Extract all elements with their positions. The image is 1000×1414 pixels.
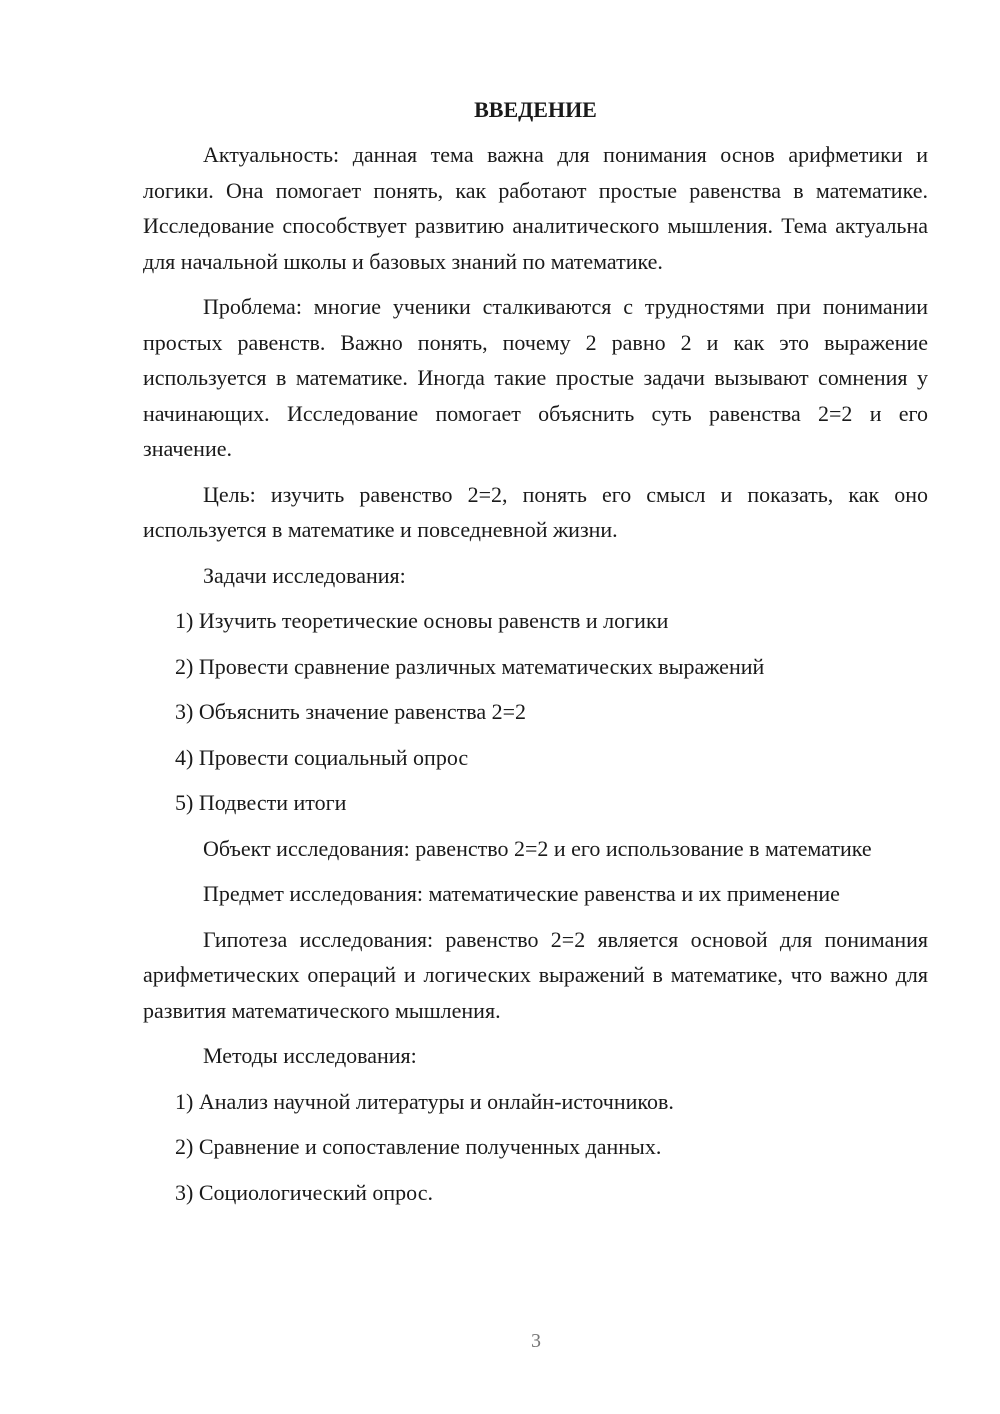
- methods-heading: Методы исследования:: [203, 1043, 417, 1068]
- hypothesis-paragraph: Гипотеза исследования: равенство 2=2 является основой для понимания арифметических операций и логических выражений в математике, что важно для развития математического мышления.: [143, 926, 928, 1023]
- section-title: ВВЕДЕНИЕ: [474, 97, 597, 122]
- task-item: 1) Изучить теоретические основы равенств и логики: [175, 608, 669, 633]
- goal-paragraph: Цель: изучить равенство 2=2, понять его смысл и показать, как оно используется в математике и повседневной жизни.: [143, 481, 928, 542]
- relevance-paragraph: Актуальность: данная тема важна для понимания основ арифметики и логики. Она помогает понять, как работают простые равенства в математике. Исследование способствует развитию аналитического мышления. Тема актуальна для начальной школы и базовых знаний по математике.: [143, 142, 928, 274]
- method-item: 3) Социологический опрос.: [175, 1179, 433, 1205]
- task-item: 4) Провести социальный опрос: [175, 744, 469, 770]
- task-item: 3) Объяснить значение равенства 2=2: [175, 699, 527, 724]
- problem-paragraph: Проблема: многие ученики сталкиваются с трудностями при понимании простых равенств. Важно понять, почему 2 равно 2 и как это выражение используется в математике. Иногда такие простые задачи вызывают сомнения у начинающих. Исследование помогает объяснить суть равенства 2=2 и его значение.: [143, 294, 928, 461]
- object-paragraph: Объект исследования: равенство 2=2 и его использование в математике: [203, 835, 872, 861]
- method-item: 1) Анализ научной литературы и онлайн-источников.: [175, 1088, 674, 1114]
- task-item: 5) Подвести итоги: [175, 790, 347, 815]
- tasks-heading: Задачи исследования:: [203, 562, 406, 588]
- task-item: 2) Провести сравнение различных математических выражений: [175, 653, 765, 679]
- method-item: 2) Сравнение и сопоставление полученных данных.: [175, 1134, 662, 1159]
- document-body: [143, 92, 928, 1220]
- page-number: 3: [531, 1330, 541, 1352]
- subject-paragraph: Предмет исследования: математические равенства и их применение: [203, 881, 840, 906]
